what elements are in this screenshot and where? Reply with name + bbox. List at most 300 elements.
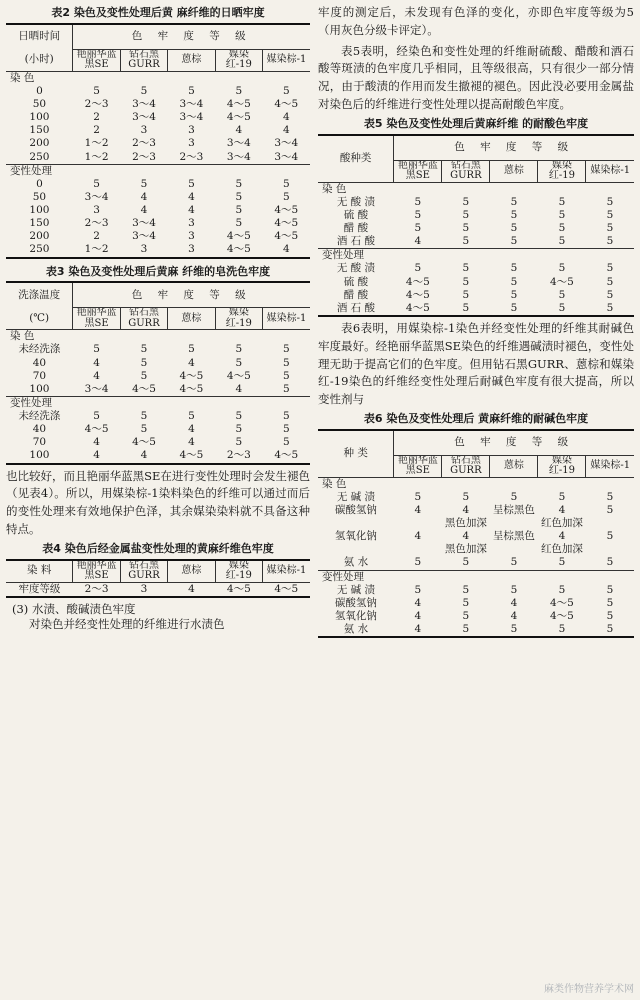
- table-cell: 5: [558, 623, 566, 636]
- table3-col-header: 蒽棕: [168, 308, 215, 330]
- table-row: [6, 111, 310, 124]
- table-cell: 4～5: [405, 275, 430, 288]
- table-row: [6, 410, 310, 423]
- table-row: [6, 191, 310, 204]
- table-cell: 4: [188, 204, 195, 216]
- table-row: [318, 504, 634, 517]
- table-cell: 5: [414, 583, 422, 596]
- table-row: [318, 302, 634, 316]
- table-cell: 5: [558, 556, 566, 569]
- table-cell: 碳酸氢钠: [334, 503, 377, 516]
- table-cell: 无 酸 渍: [336, 262, 375, 275]
- table3-body: [6, 330, 310, 464]
- table-cell: 4～5: [179, 382, 204, 395]
- table-cell: 4: [414, 596, 422, 609]
- table-cell: 5: [93, 410, 100, 422]
- table-cell: 5: [414, 556, 422, 569]
- table2-caption: 表2 染色及变性处理后黄 麻纤维的日晒牢度: [51, 6, 265, 19]
- table4-col-header: 艳丽华蓝黑SE: [73, 560, 120, 583]
- table-cell: 5: [188, 84, 195, 97]
- table-cell: 1～2: [84, 137, 109, 150]
- table-cell: 5: [140, 356, 148, 369]
- table-cell: 100: [29, 111, 50, 124]
- table-cell: 5: [510, 222, 518, 234]
- table-cell: 5: [414, 262, 422, 275]
- table-cell: 70: [32, 436, 47, 449]
- table-cell: 酒 石 酸: [336, 235, 375, 248]
- table-row: [6, 137, 310, 150]
- section-row: [318, 249, 634, 263]
- table-cell: 200: [29, 230, 50, 243]
- table-cell: 5: [282, 369, 290, 382]
- table-cell: 5: [188, 343, 195, 356]
- table-row: [318, 584, 634, 597]
- table-row: [6, 582, 310, 597]
- table-cell: 5: [558, 222, 566, 234]
- table-cell: 100: [29, 382, 50, 395]
- table-cell: 4～5: [226, 243, 251, 256]
- table-cell: 5: [606, 235, 614, 248]
- table6-alkali-fastness: [318, 429, 634, 639]
- table-cell: 5: [558, 583, 566, 596]
- table-cell: 5: [558, 301, 566, 314]
- table4-cell: 2～3: [84, 582, 109, 595]
- table-cell: 3～4: [274, 150, 299, 163]
- table-cell: 5: [462, 596, 470, 609]
- table-cell: 5: [510, 583, 518, 596]
- table5-body: [318, 182, 634, 316]
- table-cell: 3: [140, 124, 148, 137]
- table-cell: 150: [29, 124, 50, 137]
- table-cell: 5: [462, 490, 470, 503]
- section-label: 染 色: [322, 182, 347, 195]
- body-paragraph: 表5表明，经染色和变性处理的纤维耐硫酸、醋酸和酒石酸等斑渍的色牢度几乎相同，且等级很高，只有很少一部分情况，由于酸渍的作用而发生撤褪的褪色。因此没必要用金属盐对染色后的纤维进行变性处理以提高耐酸色牢度。: [318, 43, 634, 112]
- table-cell: 5: [282, 343, 290, 356]
- table4-cell: 4～5: [274, 582, 299, 595]
- table-cell: 150: [29, 217, 50, 230]
- table-cell: 3: [188, 217, 195, 230]
- table-cell: 5: [414, 208, 422, 221]
- section-label: 变性处理: [318, 249, 634, 263]
- table3-soaping-fastness: [6, 281, 310, 464]
- table-cell: 5: [606, 583, 614, 596]
- body-paragraph: 也比较好，而且艳丽华蓝黑SE在进行变性处理时会发生褪色（见表4）。所以，用媒染棕-1染料染色的纤维可以通过而后的变性处理来有效地保护色泽，其余媒染染料就不具备这种特点。: [6, 468, 310, 536]
- table-row: [318, 530, 634, 543]
- table-cell: 5: [462, 235, 470, 248]
- section-row: [318, 182, 634, 196]
- table-cell: 5: [462, 556, 470, 569]
- table-cell: 5: [462, 288, 470, 301]
- table-cell: 50: [32, 98, 47, 110]
- table-cell: 4～5: [226, 369, 251, 382]
- table-cell: 2～3: [179, 150, 204, 163]
- section-row: [6, 164, 310, 178]
- table-cell: 3: [140, 243, 148, 256]
- watermark-text: 麻类作物营养学术网: [544, 983, 634, 995]
- section-subheading: (3) 水渍、酸碱渍色牢度: [12, 601, 136, 616]
- table-cell: 4: [188, 436, 195, 449]
- table-cell: 2: [93, 124, 100, 137]
- table-cell: 5: [140, 343, 148, 356]
- table5-col-header: 艳丽华蓝黑SE: [394, 160, 442, 182]
- table-cell: 3: [188, 137, 195, 150]
- body-paragraph: 表6表明，用媒染棕-1染色并经变性处理的纤维其耐碱色牢度最好。经艳丽华蓝黑SE染色的纤维遇碱渍时褪色，变性处理无助于提高它们的色牢度。但用钻石黑GURR、蒽棕和媒染红-19染色的纤维经变性处理后耐碱色牢度有很大提高，所以变性剂与: [318, 320, 634, 407]
- table6-col-header: 艳丽华蓝黑SE: [394, 455, 442, 477]
- table-row: [6, 423, 310, 436]
- table-cell: 5: [558, 288, 566, 301]
- table-cell: 4～5: [274, 217, 299, 230]
- table4-col-header: 媒染红-19: [215, 560, 262, 583]
- table-row: [318, 543, 634, 556]
- table-cell: 黑色加深: [444, 543, 487, 556]
- table3-col-header: 艳丽华蓝黑SE: [73, 308, 120, 330]
- table4-cell: 牢度等级: [18, 582, 61, 595]
- table-row: [6, 230, 310, 243]
- table-cell: 4: [510, 609, 518, 622]
- table-cell: 5: [462, 208, 470, 221]
- table-row: [318, 517, 634, 530]
- table-cell: 5: [606, 288, 614, 301]
- right-column: [318, 4, 634, 638]
- table5-acid-fastness: [318, 134, 634, 317]
- table-cell: 5: [235, 436, 243, 449]
- table-cell: 4～5: [274, 204, 299, 216]
- table3-row-header-top: 洗涤温度: [18, 288, 61, 301]
- table-row: [6, 343, 310, 356]
- table-cell: [394, 543, 442, 556]
- table2-light-fastness: [6, 23, 310, 259]
- table-row: [6, 370, 310, 383]
- table-cell: 硫 酸: [343, 208, 369, 221]
- table-cell: 5: [510, 556, 518, 569]
- table3-col-header: 媒染红-19: [215, 308, 262, 330]
- table4-caption: 表4 染色后经金属盐变性处理的黄麻纤维色牢度: [42, 541, 274, 555]
- table-cell: 4: [414, 609, 422, 622]
- table-cell: 4: [188, 423, 195, 436]
- table-row: [318, 556, 634, 570]
- table-cell: 氢氧化钠: [334, 530, 377, 543]
- table6-group-header: 色 牢 度 等 级: [394, 430, 634, 456]
- table3-group-header: 色 牢 度 等 级: [73, 282, 310, 308]
- table6-caption: 表6 染色及变性处理后 黄麻纤维的耐碱色牢度: [363, 411, 589, 425]
- table-cell: 3～4: [132, 98, 156, 110]
- table-cell: 5: [606, 556, 614, 569]
- table-row: [6, 436, 310, 449]
- table2-group-header: 色 牢 度 等 级: [73, 24, 310, 50]
- table-cell: 100: [29, 449, 50, 462]
- table-cell: 5: [606, 208, 614, 221]
- table-cell: 无 酸 渍: [336, 195, 375, 208]
- table-cell: 5: [140, 369, 148, 382]
- table-cell: 5: [558, 235, 566, 248]
- table-cell: 未经洗涤: [18, 410, 61, 422]
- table-cell: 酒 石 酸: [336, 301, 375, 314]
- table-cell: [490, 543, 538, 556]
- section-label: 变性处理: [6, 396, 310, 410]
- table6-body: [318, 477, 634, 637]
- table-cell: 4: [93, 369, 100, 382]
- table-cell: 5: [235, 190, 243, 203]
- section-label: 变性处理: [6, 164, 310, 178]
- table-cell: 4～5: [274, 449, 299, 462]
- table-row: [6, 217, 310, 230]
- table-row: [6, 243, 310, 257]
- table-row: [318, 276, 634, 289]
- table-row: [6, 204, 310, 217]
- table-row: [6, 151, 310, 165]
- table-cell: 4～5: [179, 449, 204, 462]
- section-label: 染 色: [10, 71, 35, 84]
- table-cell: 3～4: [226, 150, 251, 163]
- table-cell: 5: [414, 222, 422, 234]
- table-cell: 红色加深: [540, 543, 583, 556]
- table-cell: 4: [140, 190, 148, 203]
- section-label: 染 色: [10, 330, 35, 343]
- table-cell: 4: [188, 190, 195, 203]
- body-paragraph: 牢度的测定后，未发现有色泽的变化，亦即色牢度等级为5（用灰色分级卡评定）。: [318, 5, 634, 37]
- table-cell: 3: [188, 230, 195, 243]
- table-cell: 5: [558, 195, 566, 208]
- table-cell: 5: [462, 195, 470, 208]
- table-cell: 2～3: [132, 137, 156, 150]
- table-cell: 5: [235, 217, 243, 230]
- table-cell: 4: [414, 235, 422, 248]
- table2-col-header: 蒽棕: [168, 49, 215, 71]
- table-cell: 5: [235, 423, 243, 436]
- section-row: [6, 396, 310, 410]
- table4-row-header: 染 料: [6, 560, 73, 583]
- table-cell: 4～5: [132, 382, 156, 395]
- table4-cell: 3: [140, 582, 148, 595]
- table4-col-header: 蒽棕: [168, 560, 215, 583]
- table-cell: 5: [414, 195, 422, 208]
- table-cell: 4: [188, 356, 195, 369]
- table-cell: 5: [235, 410, 243, 422]
- table-cell: 4～5: [132, 436, 156, 449]
- table-cell: [394, 517, 442, 530]
- table6-col-header: 媒染棕-1: [586, 455, 634, 477]
- table-row: [318, 289, 634, 302]
- table-cell: 氨 水: [343, 623, 369, 636]
- table-cell: 5: [606, 301, 614, 314]
- table-cell: [318, 543, 394, 556]
- table-row: [318, 235, 634, 249]
- section-label: 变性处理: [318, 570, 634, 584]
- table-cell: 4: [235, 124, 243, 137]
- table-cell: 5: [282, 177, 290, 190]
- table-cell: 5: [606, 530, 614, 543]
- table-cell: 5: [140, 410, 148, 422]
- section-row: [318, 570, 634, 584]
- table-cell: 100: [29, 204, 50, 216]
- table-cell: 5: [235, 343, 243, 356]
- table-cell: 5: [510, 490, 518, 503]
- table-cell: 氨 水: [343, 556, 369, 569]
- table2-body: [6, 71, 310, 257]
- table-cell: 2～3: [226, 449, 251, 462]
- table-cell: 4: [414, 503, 422, 516]
- table-cell: [586, 517, 634, 530]
- table-cell: 5: [510, 208, 518, 221]
- table-cell: 40: [32, 356, 47, 369]
- table-cell: [318, 517, 394, 530]
- table-cell: 5: [510, 301, 518, 314]
- table2-row-header-bottom: (小时): [6, 49, 73, 71]
- table-row: [6, 357, 310, 370]
- table-cell: 5: [606, 222, 614, 234]
- table-cell: 5: [462, 222, 470, 234]
- table-row: [6, 178, 310, 191]
- table-cell: 4: [140, 449, 148, 462]
- table-cell: 5: [188, 410, 195, 422]
- table-cell: 5: [462, 301, 470, 314]
- table-cell: 5: [462, 275, 470, 288]
- table-cell: 5: [282, 410, 290, 422]
- section-label: 染 色: [322, 477, 347, 490]
- table-row: [6, 449, 310, 463]
- table-cell: 无 碱 渍: [336, 583, 375, 596]
- table-cell: 5: [510, 623, 518, 636]
- table-cell: 4: [93, 436, 100, 449]
- table5-row-header: 酸种类: [318, 135, 394, 183]
- table-cell: 3: [93, 204, 100, 216]
- table-row: [318, 597, 634, 610]
- table-cell: 4: [558, 530, 566, 543]
- table-row: [318, 209, 634, 222]
- table-cell: 5: [282, 423, 290, 436]
- table6-col-header: 蒽棕: [490, 455, 538, 477]
- section-row: [6, 330, 310, 344]
- table-cell: 未经洗涤: [18, 343, 61, 356]
- table4-col-header: 钻石黑GURR: [120, 560, 167, 583]
- table-cell: 2: [93, 230, 100, 243]
- table-cell: [490, 517, 538, 530]
- table-cell: 5: [282, 436, 290, 449]
- table5-col-header: 媒染红-19: [538, 160, 586, 182]
- table-cell: 4～5: [226, 111, 251, 124]
- table-row: [318, 262, 634, 275]
- table-cell: 5: [140, 177, 148, 190]
- table-cell: 3～4: [132, 230, 156, 243]
- table-cell: 4～5: [226, 98, 251, 110]
- table-cell: 3～4: [274, 137, 299, 150]
- table-row: [6, 383, 310, 397]
- table-row: [318, 196, 634, 209]
- table-cell: 4: [462, 503, 470, 516]
- table-cell: 250: [29, 243, 50, 256]
- table-cell: 4: [558, 503, 566, 516]
- table5-col-header: 蒽棕: [490, 160, 538, 182]
- table-cell: 5: [235, 177, 243, 190]
- table2-col-header: 媒染红-19: [215, 49, 262, 71]
- table-cell: 4: [510, 596, 518, 609]
- table-cell: 5: [510, 275, 518, 288]
- table-cell: 5: [606, 503, 614, 516]
- table-cell: 4～5: [179, 369, 204, 382]
- table-cell: 5: [606, 262, 614, 275]
- table-cell: 4: [462, 530, 470, 543]
- table-cell: 4: [282, 124, 290, 137]
- table-cell: 5: [462, 583, 470, 596]
- table-cell: 呈棕黑色: [492, 503, 535, 516]
- table-cell: 5: [93, 84, 100, 97]
- table-cell: 4: [235, 382, 243, 395]
- table-cell: 5: [140, 423, 148, 436]
- section-row: [6, 71, 310, 85]
- table-cell: 3～4: [132, 111, 156, 124]
- table-cell: 5: [558, 262, 566, 275]
- table-cell: 4～5: [84, 423, 109, 436]
- table-cell: 5: [462, 623, 470, 636]
- table-cell: 5: [606, 275, 614, 288]
- table-cell: 4: [282, 111, 290, 124]
- table-cell: 2～3: [132, 150, 156, 163]
- table-row: [318, 610, 634, 623]
- table-row: [6, 85, 310, 98]
- table-cell: 5: [282, 382, 290, 395]
- table-cell: 3～4: [179, 111, 204, 124]
- table6-row-header: 种 类: [318, 430, 394, 478]
- table-cell: 5: [606, 596, 614, 609]
- table-cell: 4～5: [550, 609, 574, 622]
- table-cell: 5: [606, 609, 614, 622]
- table-row: [6, 124, 310, 137]
- table-cell: 5: [510, 235, 518, 248]
- table-cell: 5: [558, 208, 566, 221]
- table-row: [318, 623, 634, 637]
- table-cell: 4: [282, 243, 290, 256]
- table-cell: 5: [606, 490, 614, 503]
- table-cell: 5: [235, 356, 243, 369]
- table-cell: 4: [414, 623, 422, 636]
- table-cell: 4～5: [274, 98, 299, 110]
- table-cell: 4～5: [405, 288, 430, 301]
- table-cell: 5: [140, 84, 148, 97]
- table-cell: 0: [36, 84, 43, 97]
- table-cell: 呈棕黑色: [492, 530, 535, 543]
- table5-caption: 表5 染色及变性处理后黄麻纤维 的耐酸色牢度: [363, 116, 589, 130]
- table-row: [318, 491, 634, 504]
- table-cell: 5: [235, 204, 243, 216]
- table-cell: 黑色加深: [444, 517, 487, 530]
- table-cell: 5: [558, 490, 566, 503]
- table-cell: 3: [188, 243, 195, 256]
- table-cell: 40: [32, 423, 47, 436]
- table-cell: 3～4: [132, 217, 156, 230]
- table-cell: 5: [282, 84, 290, 97]
- table-cell: 5: [510, 195, 518, 208]
- table-cell: [586, 543, 634, 556]
- table-cell: 5: [510, 262, 518, 275]
- table4-metal-salt-fastness: [6, 559, 310, 598]
- table-cell: 5: [462, 609, 470, 622]
- section-row: [318, 477, 634, 491]
- table-cell: 4～5: [405, 301, 430, 314]
- table-cell: 3～4: [226, 137, 251, 150]
- table6-col-header: 媒染红-19: [538, 455, 586, 477]
- table2-row-header-top: 日晒时间: [18, 30, 61, 43]
- table-cell: 5: [282, 356, 290, 369]
- table-cell: 4: [93, 356, 100, 369]
- table-cell: 5: [462, 262, 470, 275]
- table-cell: 5: [188, 177, 195, 190]
- table-cell: 2～3: [84, 98, 109, 110]
- table-cell: 2～3: [84, 217, 109, 230]
- table3-col-header: 钻石黑GURR: [120, 308, 167, 330]
- table-cell: 红色加深: [540, 517, 583, 530]
- table-row: [6, 98, 310, 111]
- table-cell: 4～5: [274, 230, 299, 243]
